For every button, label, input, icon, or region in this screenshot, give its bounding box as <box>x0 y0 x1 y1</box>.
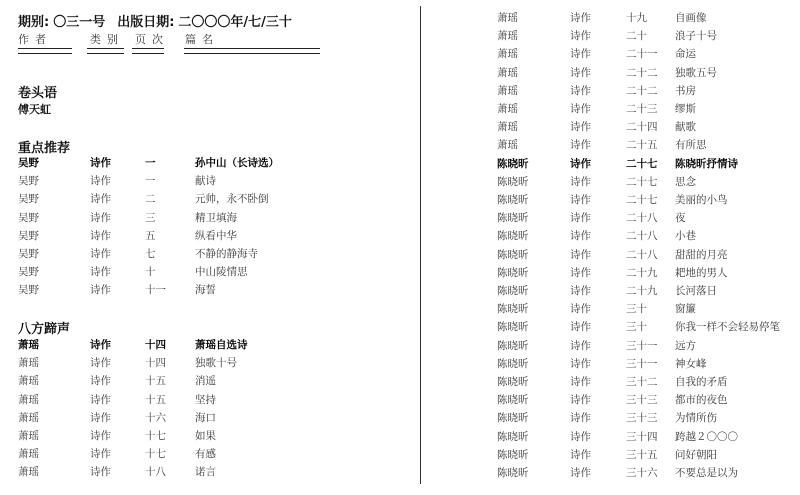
toc-title: 甜甜的月亮 <box>675 248 728 261</box>
toc-title: 不要总是以为 <box>675 467 738 479</box>
toc-page: 十六 <box>145 411 166 424</box>
toc-page: 二十四 <box>626 121 658 134</box>
toc-row <box>497 101 800 119</box>
toc-title: 思念 <box>675 175 696 188</box>
toc-author: 萧瑶 <box>18 411 39 424</box>
toc-author: 陈晓昕 <box>497 230 529 243</box>
toc-title: 你我一样不会轻易停笔 <box>675 321 780 334</box>
toc-page: 十 <box>145 266 156 279</box>
toc-page: 三十一 <box>626 339 658 352</box>
toc-category: 诗作 <box>90 175 111 188</box>
toc-author: 陈晓昕 <box>497 357 529 370</box>
toc-author: 萧瑶 <box>497 30 518 43</box>
toc-page: 一 <box>145 175 156 188</box>
toc-row <box>497 356 800 374</box>
toc-title: 不静的静海寺 <box>195 248 258 260</box>
toc-category: 诗作 <box>570 48 591 61</box>
toc-category: 诗作 <box>570 66 591 79</box>
toc-row <box>18 173 378 191</box>
toc-title: 孙中山（长诗选） <box>195 157 279 169</box>
toc-category: 诗作 <box>90 448 111 461</box>
toc-page: 二十七 <box>626 194 658 206</box>
toc-row <box>18 155 378 173</box>
toc-category: 诗作 <box>570 175 591 188</box>
issue-header <box>18 11 296 30</box>
toc-author: 陈晓昕 <box>497 321 529 334</box>
toc-category: 诗作 <box>90 266 111 279</box>
toc-row <box>497 247 800 265</box>
header-rule-title <box>184 48 320 54</box>
toc-row <box>18 392 378 410</box>
toc-author: 萧瑶 <box>497 139 518 152</box>
toc-page: 三十 <box>626 303 647 316</box>
toc-category: 诗作 <box>570 139 591 152</box>
toc-author: 萧瑶 <box>18 430 39 442</box>
toc-page: 一 <box>145 157 156 169</box>
toc-title: 诺言 <box>195 466 216 479</box>
epigraph-title: 卷头语 <box>18 86 58 101</box>
toc-page: 二十五 <box>626 139 658 152</box>
toc-author: 陈晓昕 <box>497 175 529 188</box>
toc-author: 陈晓昕 <box>497 248 529 261</box>
col-header-category: 类别 <box>90 33 124 46</box>
toc-category: 诗作 <box>90 193 111 206</box>
featured-title: 重点推荐 <box>18 141 71 156</box>
toc-page: 十五 <box>145 375 166 388</box>
toc-page: 十七 <box>145 430 166 442</box>
toc-page: 三十五 <box>626 448 658 461</box>
toc-page: 七 <box>145 248 156 260</box>
toc-title: 为情所伤 <box>675 412 717 425</box>
toc-category: 诗作 <box>570 448 591 461</box>
toc-page: 十八 <box>145 466 166 479</box>
toc-title: 自画像 <box>675 12 707 24</box>
toc-title: 远方 <box>675 339 696 352</box>
column-divider <box>420 6 421 484</box>
toc-author: 萧瑶 <box>18 375 39 388</box>
toc-category: 诗作 <box>570 467 591 479</box>
toc-page: 十九 <box>626 12 647 24</box>
toc-author: 萧瑶 <box>497 66 518 79</box>
toc-row <box>497 465 800 483</box>
toc-category: 诗作 <box>570 103 591 115</box>
toc-author: 吴野 <box>18 211 39 224</box>
toc-category: 诗作 <box>570 303 591 316</box>
toc-title: 美丽的小鸟 <box>675 194 728 206</box>
toc-author: 陈晓昕 <box>497 376 529 388</box>
toc-title: 书房 <box>675 84 696 97</box>
toc-category: 诗作 <box>90 229 111 242</box>
toc-title: 缪斯 <box>675 103 696 115</box>
toc-category: 诗作 <box>90 211 111 224</box>
toc-page: 五 <box>145 229 156 242</box>
toc-title: 海口 <box>195 411 216 424</box>
toc-title: 独歌五号 <box>675 66 717 79</box>
toc-author: 陈晓昕 <box>497 266 529 279</box>
toc-row <box>18 264 378 282</box>
voices-title: 八方蹄声 <box>18 322 71 337</box>
toc-author: 萧瑶 <box>18 357 39 370</box>
toc-row <box>497 338 800 356</box>
toc-category: 诗作 <box>570 230 591 243</box>
toc-row <box>497 156 800 174</box>
toc-title: 都市的夜色 <box>675 394 728 407</box>
toc-row <box>497 374 800 392</box>
toc-page: 二十八 <box>626 230 658 243</box>
toc-page: 二十 <box>626 30 647 43</box>
toc-category: 诗作 <box>570 357 591 370</box>
toc-row <box>18 228 378 246</box>
toc-page: 二十九 <box>626 266 658 279</box>
toc-row <box>18 337 378 355</box>
toc-category: 诗作 <box>90 248 111 260</box>
toc-row <box>18 282 378 300</box>
toc-row <box>497 429 800 447</box>
toc-row <box>18 446 378 464</box>
toc-title: 自我的矛盾 <box>675 376 728 388</box>
header-rule-category <box>87 48 124 54</box>
toc-row <box>497 301 800 319</box>
toc-row <box>497 10 800 28</box>
date-value: 二〇〇〇年/七/三十 <box>178 15 292 30</box>
toc-category: 诗作 <box>90 411 111 424</box>
col-header-author: 作者 <box>18 33 52 46</box>
toc-page: 二十九 <box>626 285 658 297</box>
toc-row <box>497 319 800 337</box>
toc-page: 二 <box>145 193 156 206</box>
toc-author: 陈晓昕 <box>497 412 529 425</box>
header-rule-page <box>132 48 164 54</box>
toc-category: 诗作 <box>570 285 591 297</box>
toc-category: 诗作 <box>90 393 111 406</box>
toc-category: 诗作 <box>570 430 591 443</box>
toc-author: 陈晓昕 <box>497 467 529 479</box>
toc-row <box>497 174 800 192</box>
toc-author: 萧瑶 <box>497 48 518 61</box>
toc-title: 命运 <box>675 48 696 61</box>
toc-category: 诗作 <box>90 466 111 479</box>
toc-row <box>18 191 378 209</box>
toc-page: 二十八 <box>626 212 658 225</box>
toc-title: 坚持 <box>195 393 216 406</box>
toc-page: 三 <box>145 211 156 224</box>
toc-title: 有所思 <box>675 139 707 152</box>
col-header-title: 篇名 <box>185 33 219 46</box>
toc-row <box>18 210 378 228</box>
toc-author: 萧瑶 <box>497 12 518 24</box>
toc-title: 元帅，永不卧倒 <box>195 193 269 206</box>
toc-title: 小巷 <box>675 230 696 243</box>
toc-row <box>497 137 800 155</box>
toc-author: 萧瑶 <box>497 103 518 115</box>
toc-title: 中山陵情思 <box>195 266 248 279</box>
toc-page: 二十七 <box>626 157 658 170</box>
toc-title: 陈晓昕抒情诗 <box>675 157 738 170</box>
issue-value: 〇三一号 <box>53 15 106 30</box>
toc-row <box>18 428 378 446</box>
toc-title: 问好朝阳 <box>675 448 717 461</box>
toc-page: 二十三 <box>626 103 658 115</box>
toc-author: 吴野 <box>18 266 39 279</box>
toc-page: 二十二 <box>626 84 658 97</box>
toc-row <box>497 265 800 283</box>
toc-category: 诗作 <box>90 339 111 351</box>
toc-category: 诗作 <box>570 376 591 388</box>
toc-title: 独歌十号 <box>195 357 237 370</box>
toc-category: 诗作 <box>570 157 591 170</box>
toc-row <box>497 228 800 246</box>
toc-row <box>497 28 800 46</box>
toc-category: 诗作 <box>570 194 591 206</box>
toc-page: 三十三 <box>626 412 658 425</box>
toc-page: 十一 <box>145 284 166 297</box>
toc-category: 诗作 <box>570 84 591 97</box>
date-label: 出版日期: <box>117 15 175 30</box>
toc-title: 跨越２〇〇〇 <box>675 430 738 443</box>
toc-title: 耙地的男人 <box>675 266 728 279</box>
toc-author: 吴野 <box>18 157 39 169</box>
toc-row <box>497 192 800 210</box>
toc-category: 诗作 <box>570 121 591 134</box>
col-header-page: 页次 <box>135 33 169 46</box>
toc-page: 三十一 <box>626 357 658 370</box>
toc-author: 萧瑶 <box>18 339 39 351</box>
toc-row <box>18 355 378 373</box>
toc-page: 二十二 <box>626 66 658 79</box>
toc-row <box>497 83 800 101</box>
toc-row <box>18 410 378 428</box>
toc-category: 诗作 <box>570 248 591 261</box>
toc-row <box>18 373 378 391</box>
toc-author: 陈晓昕 <box>497 285 529 297</box>
toc-author: 吴野 <box>18 193 39 206</box>
toc-row <box>18 464 378 482</box>
toc-author: 吴野 <box>18 229 39 242</box>
toc-title: 纵看中华 <box>195 229 237 242</box>
toc-page: 三十三 <box>626 394 658 407</box>
toc-author: 萧瑶 <box>18 466 39 479</box>
toc-page: 三十六 <box>626 467 658 479</box>
toc-category: 诗作 <box>570 394 591 407</box>
toc-author: 吴野 <box>18 248 39 260</box>
toc-category: 诗作 <box>570 412 591 425</box>
toc-author: 萧瑶 <box>18 448 39 461</box>
toc-page: 十四 <box>145 339 166 351</box>
toc-title: 精卫填海 <box>195 211 237 224</box>
header-rule-author <box>18 48 72 54</box>
epigraph-author: 傅天虹 <box>18 103 51 116</box>
toc-category: 诗作 <box>570 30 591 43</box>
toc-row <box>497 46 800 64</box>
toc-author: 陈晓昕 <box>497 430 529 443</box>
toc-category: 诗作 <box>570 339 591 352</box>
toc-author: 陈晓昕 <box>497 303 529 316</box>
toc-category: 诗作 <box>90 430 111 442</box>
toc-author: 吴野 <box>18 175 39 188</box>
toc-category: 诗作 <box>570 212 591 225</box>
toc-author: 萧瑶 <box>497 121 518 134</box>
toc-page: 二十一 <box>626 48 658 61</box>
toc-title: 有感 <box>195 448 216 461</box>
toc-author: 萧瑶 <box>18 393 39 406</box>
toc-page: 三十四 <box>626 430 658 443</box>
toc-row <box>497 210 800 228</box>
toc-category: 诗作 <box>570 266 591 279</box>
toc-row <box>497 119 800 137</box>
toc-category: 诗作 <box>90 357 111 370</box>
toc-title: 长河落日 <box>675 285 717 297</box>
toc-title: 消遥 <box>195 375 216 388</box>
toc-page: 十七 <box>145 448 166 461</box>
toc-author: 萧瑶 <box>497 84 518 97</box>
toc-title: 夜 <box>675 212 686 225</box>
toc-row <box>497 392 800 410</box>
toc-author: 陈晓昕 <box>497 212 529 225</box>
toc-category: 诗作 <box>90 157 111 169</box>
issue-label: 期别: <box>18 15 50 30</box>
toc-category: 诗作 <box>570 321 591 334</box>
toc-author: 陈晓昕 <box>497 339 529 352</box>
toc-row <box>497 65 800 83</box>
toc-title: 献诗 <box>195 175 216 188</box>
toc-title: 窗簾 <box>675 303 696 316</box>
toc-title: 浪子十号 <box>675 30 717 43</box>
toc-author: 陈晓昕 <box>497 394 529 407</box>
toc-page: 十四 <box>145 357 166 370</box>
toc-author: 陈晓昕 <box>497 448 529 461</box>
toc-page: 二十七 <box>626 175 658 188</box>
toc-page: 三十 <box>626 321 647 334</box>
toc-page: 二十八 <box>626 248 658 261</box>
toc-author: 吴野 <box>18 284 39 297</box>
toc-category: 诗作 <box>570 12 591 24</box>
toc-row <box>18 246 378 264</box>
toc-title: 献歌 <box>675 121 696 134</box>
toc-title: 神女峰 <box>675 357 707 370</box>
toc-author: 陈晓昕 <box>497 157 529 170</box>
toc-author: 陈晓昕 <box>497 194 529 206</box>
toc-title: 如果 <box>195 430 216 442</box>
toc-title: 海誓 <box>195 284 216 297</box>
toc-row <box>497 283 800 301</box>
toc-row <box>497 410 800 428</box>
toc-page: 三十二 <box>626 376 658 388</box>
toc-row <box>497 447 800 465</box>
toc-page: 十五 <box>145 393 166 406</box>
toc-category: 诗作 <box>90 284 111 297</box>
toc-title: 萧瑶自选诗 <box>195 339 248 351</box>
toc-category: 诗作 <box>90 375 111 388</box>
